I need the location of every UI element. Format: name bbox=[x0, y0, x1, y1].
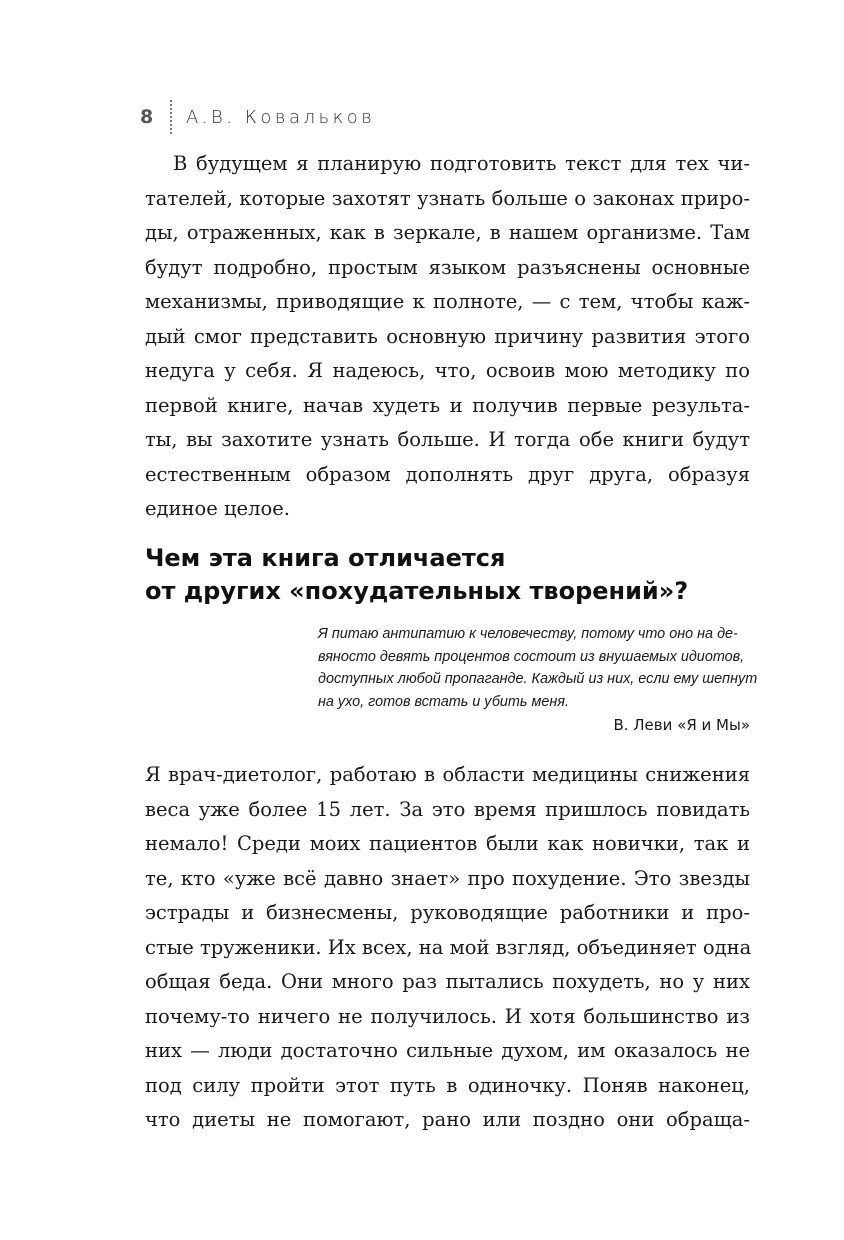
text-line: ды, отраженных, как в зеркале, в нашем организме. Там bbox=[145, 221, 750, 244]
text-line: ты, вы захотите узнать больше. И тогда обе книги будут bbox=[145, 428, 750, 451]
epigraph bbox=[318, 623, 758, 714]
text-line: на ухо, готов встать и убить меня. bbox=[318, 693, 570, 711]
text-line: В будущем я планирую подготовить текст для тех чи- bbox=[173, 152, 750, 175]
text-line: под силу пройти этот путь в одиночку. Поняв наконец, bbox=[145, 1073, 750, 1097]
running-header bbox=[140, 100, 375, 134]
text-line: Я питаю антипатию к человечеству, потому что оно на де- bbox=[318, 625, 738, 642]
text-line: почему-то ничего не получилось. И хотя большинство из bbox=[145, 1004, 750, 1028]
paragraph-2 bbox=[145, 758, 750, 1138]
text-line: Я врач-диетолог, работаю в области медицины снижения bbox=[145, 763, 750, 786]
text-line: веса уже более 15 лет. За это время пришлось повидать bbox=[145, 797, 750, 821]
text-line: что диеты не помогают, рано или поздно они обраща- bbox=[145, 1108, 750, 1131]
section-heading bbox=[145, 542, 688, 608]
text-line: тателей, которые захотят узнать больше о законах приро- bbox=[145, 186, 750, 210]
text-line: вяносто девять процентов состоит из внушаемых идиотов, bbox=[318, 647, 745, 665]
text-line: механизмы, приводящие к полноте, — с тем, чтобы каж- bbox=[145, 290, 750, 313]
text-line: естественным образом дополнять друг друга, образуя bbox=[145, 462, 750, 486]
author-name: А.В. Ковальков bbox=[186, 106, 376, 128]
text-line: будут подробно, простым языком разъяснены основные bbox=[145, 255, 750, 279]
text-line: доступных любой пропаганде. Каждый из них, если ему шепнут bbox=[318, 670, 758, 688]
text-line: эстрады и бизнесмены, руководящие работники и про- bbox=[145, 901, 750, 924]
epigraph-attribution: В. Леви «Я и Мы» bbox=[613, 716, 750, 734]
text-line: дый смог представить основную причину развития этого bbox=[145, 324, 750, 348]
text-line: те, кто «уже всё давно знает» про похудение. Это звезды bbox=[145, 866, 750, 890]
text-line: первой книге, начав худеть и получив первые результа- bbox=[145, 393, 750, 417]
heading-line: от других «похудательных творений»? bbox=[145, 577, 689, 605]
page-number: 8 bbox=[140, 106, 154, 128]
text-line: них — люди достаточно сильные духом, им оказалось не bbox=[145, 1039, 750, 1062]
paragraph-1 bbox=[145, 147, 750, 527]
text-line: единое целое. bbox=[145, 497, 290, 520]
text-line: немало! Среди моих пациентов были как новички, так и bbox=[145, 832, 750, 855]
heading-line: Чем эта книга отличается bbox=[145, 544, 506, 572]
text-line: стые труженики. Их всех, на мой взгляд, объединяет одна bbox=[145, 935, 752, 959]
text-line: недуга у себя. Я надеюсь, что, освоив мою методику по bbox=[145, 359, 750, 382]
header-divider bbox=[170, 100, 172, 134]
text-line: общая беда. Они много раз пытались похудеть, но у них bbox=[145, 970, 750, 993]
